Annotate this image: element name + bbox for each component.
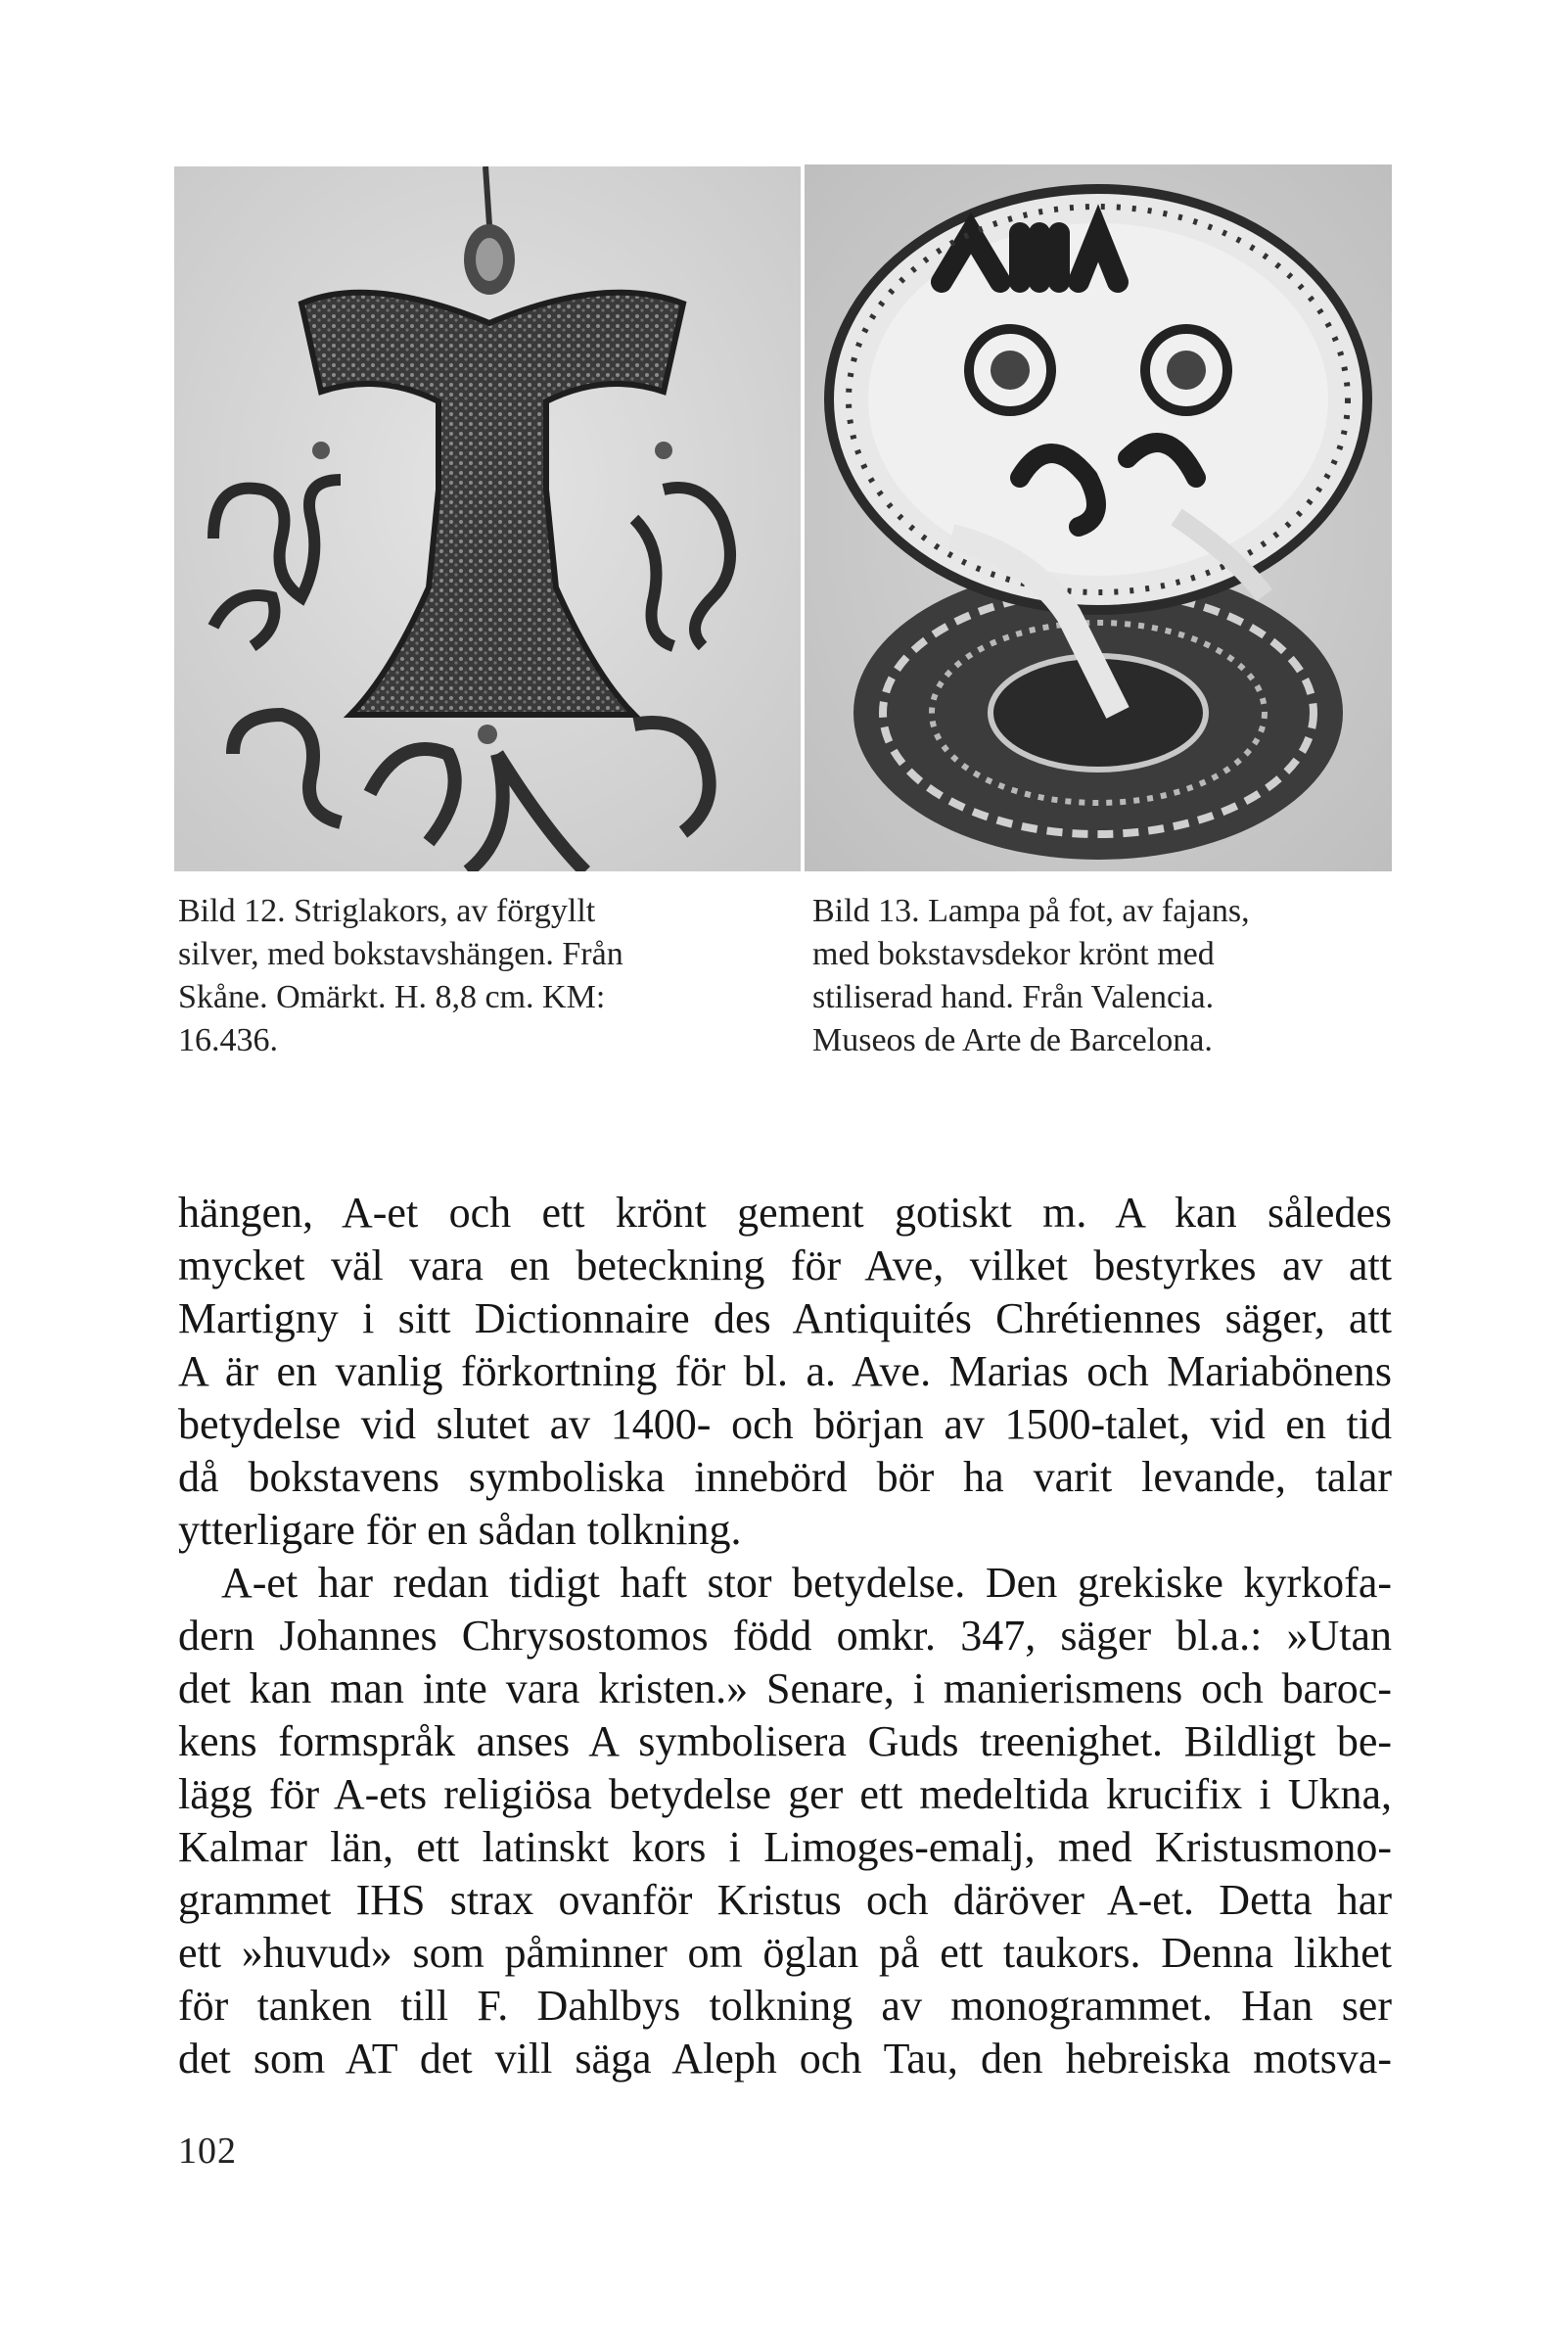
figure-12-caption: [178, 890, 726, 1062]
text-line: Kalmar län, ett latinskt kors i Limoges-emalj, med Kristusmono-: [178, 1823, 1392, 1871]
caption-line: med bokstavsdekor krönt med: [812, 936, 1215, 972]
text-line: mycket väl vara en beteckning för Ave, vilket bestyrkes av att: [178, 1241, 1392, 1289]
caption-line: 16.436.: [178, 1022, 278, 1058]
figure-13-photo: [805, 164, 1392, 871]
text-line: Martigny i sitt Dictionnaire des Antiquités Chrétiennes säger, att: [178, 1294, 1392, 1342]
caption-line: Bild 12. Striglakors, av förgyllt: [178, 893, 596, 929]
text-line: ett »huvud» som påminner om öglan på ett taukors. Denna likhet: [178, 1929, 1392, 1977]
paragraph-1: [178, 1187, 1392, 1557]
text-line: då bokstavens symboliska innebörd bör ha varit levande, talar: [178, 1453, 1392, 1501]
figure-12-photo: [174, 166, 801, 871]
text-line: kens formspråk anses A symbolisera Guds treenighet. Bildligt be-: [178, 1717, 1392, 1765]
text-line: grammet IHS strax ovanför Kristus och däröver A-et. Detta har: [178, 1876, 1392, 1924]
caption-line: stiliserad hand. Från Valencia.: [812, 979, 1215, 1015]
text-line: det kan man inte vara kristen.» Senare, i manierismens och baroc-: [178, 1664, 1392, 1712]
text-line: för tanken till F. Dahlbys tolkning av monogrammet. Han ser: [178, 1982, 1392, 2030]
caption-line: Skåne. Omärkt. H. 8,8 cm. KM:: [178, 979, 606, 1015]
faience-lamp-illustration: [805, 164, 1392, 871]
text-line: A-et har redan tidigt haft stor betydelse. Den grekiske kyrkofa-: [221, 1559, 1392, 1607]
paragraph-2: [178, 1557, 1392, 2085]
text-line: ytterligare för en sådan tolkning.: [178, 1506, 742, 1554]
text-line: det som AT det vill säga Aleph och Tau, den hebreiska motsva-: [178, 2035, 1392, 2083]
text-line: A är en vanlig förkortning för bl. a. Ave. Marias och Mariabönens: [178, 1347, 1392, 1395]
caption-line: silver, med bokstavshängen. Från: [178, 936, 623, 972]
tau-cross-illustration: [174, 166, 801, 871]
text-line: dern Johannes Chrysostomos född omkr. 347, säger bl.a.: »Utan: [178, 1612, 1392, 1660]
text-line: betydelse vid slutet av 1400- och början av 1500-talet, vid en tid: [178, 1400, 1392, 1448]
figure-13-caption: [812, 890, 1360, 1062]
text-line: hängen, A-et och ett krönt gement gotiskt m. A kan således: [178, 1189, 1392, 1237]
text-line: lägg för A-ets religiösa betydelse ger ett medeltida krucifix i Ukna,: [178, 1770, 1392, 1818]
page-number: 102: [178, 2130, 237, 2172]
caption-line: Museos de Arte de Barcelona.: [812, 1022, 1213, 1058]
body-text: [178, 1187, 1392, 2085]
caption-line: Bild 13. Lampa på fot, av fajans,: [812, 893, 1250, 929]
